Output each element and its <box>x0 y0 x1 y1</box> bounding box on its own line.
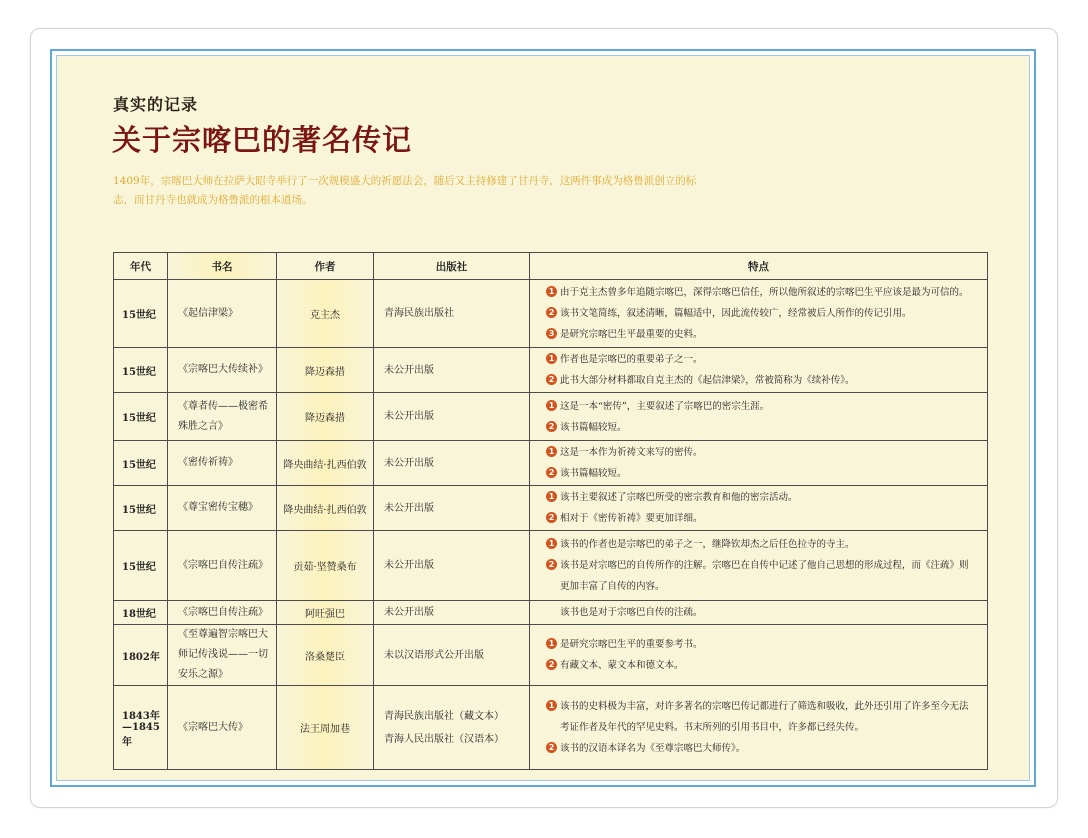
cell-author: 降央曲结·扎西伯敦 <box>277 441 374 486</box>
table-row <box>114 280 988 348</box>
feature-text: 这是一本作为祈祷文来写的密传。 <box>560 447 703 458</box>
feature-text: 该书篇幅较短。 <box>560 468 627 479</box>
feature-line <box>546 717 981 738</box>
feature-line <box>546 696 981 717</box>
cell-features <box>530 625 988 686</box>
cell-book: 《起信津梁》 <box>168 280 277 348</box>
feature-line <box>546 555 981 576</box>
feature-line <box>546 602 981 623</box>
publisher-line: 未以汉语形式公开出版 <box>384 649 484 661</box>
number-badge: 1 <box>546 446 557 457</box>
number-badge: 1 <box>546 638 557 649</box>
feature-text: 是研究宗喀巴生平的重要参考书。 <box>560 639 703 650</box>
number-badge: 2 <box>546 374 557 385</box>
feature-line <box>546 508 981 529</box>
feature-text: 此书大部分材料都取自克主杰的《起信津梁》，常被简称为《续补传》。 <box>560 375 855 386</box>
table-row <box>114 686 988 770</box>
table-header-row <box>114 253 988 280</box>
cell-author: 贡茹·坚赞桑布 <box>277 531 374 601</box>
cell-book: 《宗喀巴大传续补》 <box>168 348 277 393</box>
feature-text: 该书的汉语本译名为《至尊宗喀巴大师传》。 <box>560 743 746 754</box>
cell-era: 15世纪 <box>114 531 168 601</box>
intro-paragraph: 1409年，宗喀巴大师在拉萨大昭寺举行了一次规模盛大的祈愿法会，随后又主持修建了甘丹寺，这两件事成为格鲁派创立的标志，而甘丹寺也就成为格鲁派的根本道场。 <box>113 175 697 206</box>
feature-line <box>546 487 981 508</box>
feature-line <box>546 282 981 303</box>
table-row <box>114 348 988 393</box>
feature-text: 是研究宗喀巴生平最重要的史料。 <box>560 329 703 340</box>
cell-era: 15世纪 <box>114 441 168 486</box>
feature-line <box>546 396 981 417</box>
cell-book: 《尊者传——极密希殊胜之言》 <box>168 393 277 441</box>
cell-publisher <box>374 531 530 601</box>
header-book: 书名 <box>168 253 277 280</box>
cell-author: 降迈森措 <box>277 393 374 441</box>
feature-text: 由于克主杰曾多年追随宗喀巴，深得宗喀巴信任，所以他所叙述的宗喀巴生平应该是最为可信的。 <box>560 287 969 298</box>
feature-line <box>546 655 981 676</box>
feature-line <box>546 324 981 345</box>
feature-text: 这是一本“密传”，主要叙述了宗喀巴的密宗生涯。 <box>560 400 770 412</box>
publisher-line: 未公开出版 <box>384 411 434 422</box>
feature-text: 该书的作者也是宗喀巴的弟子之一，继降钦却杰之后任色拉寺的寺主。 <box>560 539 855 550</box>
cell-features <box>530 686 988 770</box>
cell-author: 克主杰 <box>277 280 374 348</box>
book-page <box>56 55 1030 781</box>
feature-line <box>546 417 981 438</box>
publisher-line: 未公开出版 <box>384 560 434 571</box>
feature-text: 该书主要叙述了宗喀巴所受的密宗教育和他的密宗活动。 <box>560 492 798 503</box>
cell-features <box>530 601 988 625</box>
feature-line <box>546 463 981 484</box>
header-publisher: 出版社 <box>374 253 530 280</box>
cell-era: 15世纪 <box>114 486 168 531</box>
table-row <box>114 393 988 441</box>
feature-text: 相对于《密传祈祷》要更加详细。 <box>560 513 703 524</box>
number-badge: 2 <box>546 559 557 570</box>
feature-line <box>546 442 981 463</box>
feature-text: 有藏文本、蒙文本和德文本。 <box>560 660 684 671</box>
cell-book: 《至尊遍智宗喀巴大师记传浅说——一切安乐之源》 <box>168 625 277 686</box>
feature-line <box>546 349 981 370</box>
cell-publisher <box>374 686 530 770</box>
header-era: 年代 <box>114 253 168 280</box>
number-badge: 1 <box>546 700 557 711</box>
cell-publisher <box>374 348 530 393</box>
feature-line <box>546 370 981 391</box>
header-author: 作者 <box>277 253 374 280</box>
feature-text: 考证作者及年代的罕见史料。书末所列的引用书目中，许多都已经失传。 <box>560 722 865 733</box>
cell-book: 《尊宝密传宝穗》 <box>168 486 277 531</box>
publisher-line: 未公开出版 <box>384 502 434 514</box>
cell-era: 1843年—1845年 <box>114 686 168 770</box>
number-badge: 1 <box>546 491 557 502</box>
cell-publisher <box>374 393 530 441</box>
number-badge: 2 <box>546 307 557 318</box>
cell-publisher <box>374 441 530 486</box>
feature-text: 该书也是对于宗喀巴自传的注疏。 <box>560 607 703 618</box>
number-badge: 1 <box>546 353 557 364</box>
table-row <box>114 486 988 531</box>
publisher-line: 未公开出版 <box>384 364 434 376</box>
number-badge: 2 <box>546 742 557 753</box>
cell-era: 18世纪 <box>114 601 168 625</box>
number-badge: 2 <box>546 512 557 523</box>
number-badge: 1 <box>546 538 557 549</box>
table-row <box>114 601 988 625</box>
cell-features <box>530 486 988 531</box>
header-features: 特点 <box>530 253 988 280</box>
cell-publisher <box>374 601 530 625</box>
cell-publisher <box>374 486 530 531</box>
cell-features <box>530 441 988 486</box>
publisher-line: 未公开出版 <box>384 607 434 618</box>
feature-text: 该书篇幅较短。 <box>560 421 627 433</box>
feature-line <box>546 738 981 759</box>
number-badge: 2 <box>546 421 557 432</box>
cell-book: 《宗喀巴大传》 <box>168 686 277 770</box>
table-row <box>114 441 988 486</box>
publisher-line: 青海人民出版社（汉语本） <box>384 733 504 745</box>
cell-author: 阿旺强巴 <box>277 601 374 625</box>
table-row <box>114 625 988 686</box>
number-badge: 1 <box>546 400 557 411</box>
cell-book: 《密传祈祷》 <box>168 441 277 486</box>
cell-publisher <box>374 280 530 348</box>
cell-author: 降央曲结·扎西伯敦 <box>277 486 374 531</box>
feature-text: 该书文笔简练，叙述清晰，篇幅适中，因此流传较广，经常被后人所作的传记引用。 <box>560 308 912 319</box>
cell-publisher <box>374 625 530 686</box>
section-kicker: 真实的记录 <box>113 95 199 114</box>
cell-features <box>530 348 988 393</box>
number-badge: 1 <box>546 286 557 297</box>
feature-text: 该书的史料极为丰富，对许多著名的宗喀巴传记都进行了筛选和吸收，此外还引用了许多至今无法 <box>560 701 969 712</box>
cell-features <box>530 393 988 441</box>
cell-features <box>530 280 988 348</box>
cell-era: 15世纪 <box>114 393 168 441</box>
cell-era: 1802年 <box>114 625 168 686</box>
cell-author: 法王周加巷 <box>277 686 374 770</box>
publisher-line: 青海民族出版社（藏文本） <box>384 710 504 722</box>
biography-table <box>113 252 988 770</box>
feature-text: 作者也是宗喀巴的重要弟子之一。 <box>560 354 703 365</box>
publisher-line: 青海民族出版社 <box>384 308 454 319</box>
cell-book: 《宗喀巴自传注疏》 <box>168 601 277 625</box>
cell-author: 洛桑楚臣 <box>277 625 374 686</box>
number-badge: 2 <box>546 659 557 670</box>
cell-features <box>530 531 988 601</box>
feature-text: 更加丰富了自传的内容。 <box>560 581 665 592</box>
cell-era: 15世纪 <box>114 348 168 393</box>
feature-line <box>546 576 981 597</box>
feature-line <box>546 534 981 555</box>
table-row <box>114 531 988 601</box>
cell-book: 《宗喀巴自传注疏》 <box>168 531 277 601</box>
publisher-line: 未公开出版 <box>384 457 434 469</box>
feature-line <box>546 634 981 655</box>
number-badge: 2 <box>546 467 557 478</box>
cell-era: 15世纪 <box>114 280 168 348</box>
feature-line <box>546 303 981 324</box>
feature-text: 该书是对宗喀巴的自传所作的注解。宗喀巴在自传中记述了他自己思想的形成过程，而《注疏》则 <box>560 560 969 571</box>
cell-author: 降迈森措 <box>277 348 374 393</box>
number-badge: 3 <box>546 328 557 339</box>
page-title: 关于宗喀巴的著名传记 <box>112 123 413 157</box>
